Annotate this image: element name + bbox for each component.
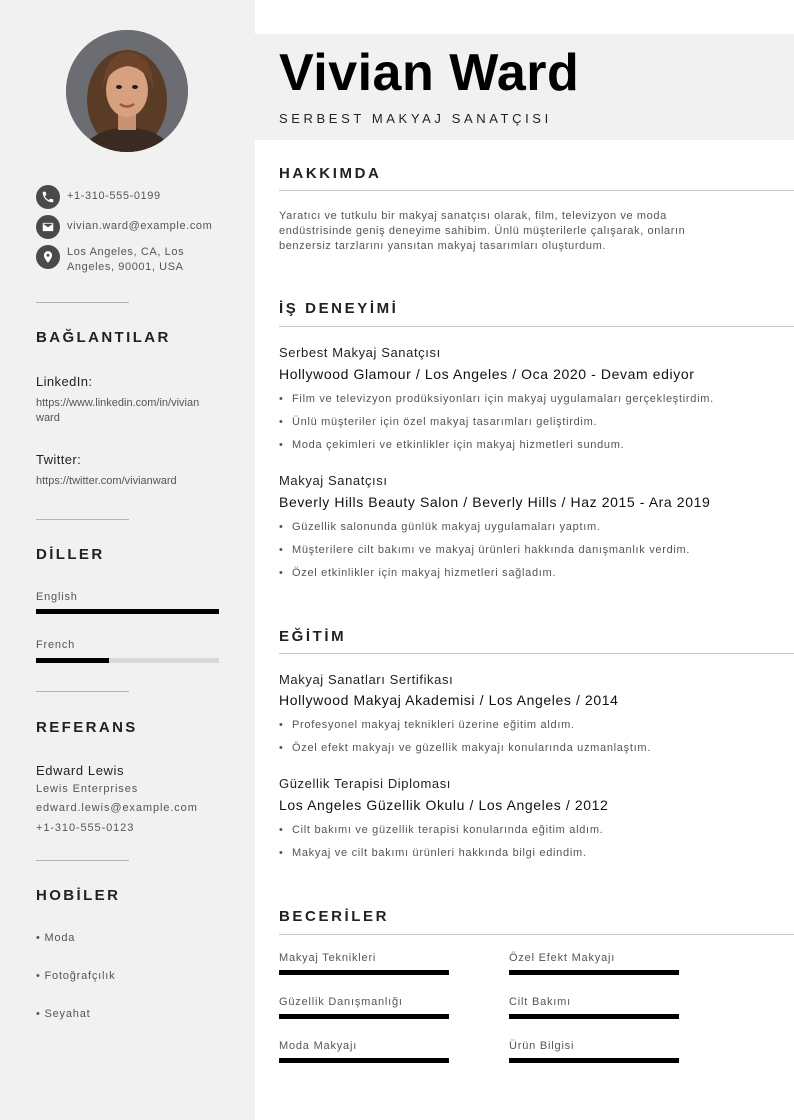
job-title: Makyaj Sanatçısı (279, 473, 388, 488)
job-bullet: • Müşterilere cilt bakımı ve makyaj ürünleri hakkında danışmanlık verdim. (279, 544, 691, 556)
about-heading: HAKKIMDA (279, 165, 382, 182)
hobby-item: • Seyahat (36, 1008, 91, 1020)
address-line-1: Los Angeles, CA, Los (67, 246, 185, 258)
language-name: English (36, 591, 78, 603)
email-address: vivian.ward@example.com (67, 220, 213, 232)
skill-name: Makyaj Teknikleri (279, 952, 377, 964)
bullet-text: Özel etkinlikler için makyaj hizmetleri sağladım. (292, 567, 557, 579)
reference-email[interactable]: edward.lewis@example.com (36, 802, 198, 814)
language-level-bar (36, 609, 219, 614)
bullet-text: Profesyonel makyaj teknikleri üzerine eğitim aldım. (292, 719, 575, 731)
job-subtitle: Hollywood Glamour / Los Angeles / Oca 2020 - Devam ediyor (279, 366, 695, 382)
location-pin-icon (36, 245, 60, 269)
section-rule (279, 934, 794, 935)
linkedin-url[interactable] (36, 396, 226, 426)
sidebar-divider (36, 860, 129, 861)
skill-level-bar (279, 1014, 449, 1019)
about-line: Yaratıcı ve tutkulu bir makyaj sanatçısı olarak, film, televizyon ve moda (279, 210, 667, 222)
linkedin-url-line-1[interactable]: https://www.linkedin.com/in/vivian (36, 397, 200, 409)
section-rule (279, 326, 794, 327)
bullet-text: Makyaj ve cilt bakımı ürünleri hakkında bilgi edindim. (292, 847, 587, 859)
job-subtitle: Beverly Hills Beauty Salon / Beverly Hills / Haz 2015 - Ara 2019 (279, 494, 711, 510)
hobby-item: • Fotoğrafçılık (36, 970, 116, 982)
contact-phone (36, 185, 236, 209)
phone-icon (36, 185, 60, 209)
envelope-icon (36, 215, 60, 239)
about-line: benzersiz tarzlarını yansıtan makyaj tasarımları oluşturdum. (279, 240, 606, 252)
skill-level-bar (509, 1014, 679, 1019)
skill-level-bar (279, 1058, 449, 1063)
job-title: Serbest Makyaj Sanatçısı (279, 345, 441, 360)
education-bullet: • Özel efekt makyajı ve güzellik makyajı konularında uzmanlaştım. (279, 742, 651, 754)
sidebar-divider (36, 302, 129, 303)
education-subtitle: Los Angeles Güzellik Okulu / Los Angeles / 2012 (279, 797, 609, 813)
education-title: Makyaj Sanatları Sertifikası (279, 672, 454, 687)
education-heading: EĞİTİM (279, 628, 347, 645)
twitter-label: Twitter: (36, 452, 82, 467)
contact-address (36, 245, 236, 275)
person-role: SERBEST MAKYAJ SANATÇISI (279, 111, 552, 126)
education-bullet: • Makyaj ve cilt bakımı ürünleri hakkında bilgi edindim. (279, 847, 587, 859)
address-line-2: Angeles, 90001, USA (67, 261, 184, 273)
linkedin-label: LinkedIn: (36, 374, 93, 389)
hobbies-heading: HOBİLER (36, 887, 121, 904)
contact-email (36, 215, 236, 239)
bullet-text: Müşterilere cilt bakımı ve makyaj ürünleri hakkında danışmanlık verdim. (292, 544, 691, 556)
language-level-bar (36, 658, 219, 663)
bullet-text: Ünlü müşteriler için özel makyaj tasarımları geliştirdim. (292, 416, 598, 428)
job-bullet: • Özel etkinlikler için makyaj hizmetleri sağladım. (279, 567, 557, 579)
bullet-text: Cilt bakımı ve güzellik terapisi konularında eğitim aldım. (292, 824, 604, 836)
education-bullet: • Profesyonel makyaj teknikleri üzerine eğitim aldım. (279, 719, 575, 731)
skill-level-bar (279, 970, 449, 975)
job-bullet: • Güzellik salonunda günlük makyaj uygulamaları yaptım. (279, 521, 601, 533)
bullet-text: Özel efekt makyajı ve güzellik makyajı konularında uzmanlaştım. (292, 742, 651, 754)
reference-heading: REFERANS (36, 719, 138, 736)
about-line: endüstrisinde geniş deneyime sahibim. Ünlü müşterilerle çalışarak, onların (279, 225, 686, 237)
skill-name: Güzellik Danışmanlığı (279, 996, 403, 1008)
job-bullet: • Moda çekimleri ve etkinlikler için makyaj hizmetleri sundum. (279, 439, 625, 451)
section-rule (279, 190, 794, 191)
language-level-fill (36, 609, 219, 614)
skill-name: Moda Makyajı (279, 1040, 358, 1052)
hobby-item: • Moda (36, 932, 76, 944)
language-level-fill (36, 658, 109, 663)
education-title: Güzellik Terapisi Diploması (279, 776, 452, 791)
skill-name: Özel Efekt Makyajı (509, 952, 616, 964)
reference-name: Edward Lewis (36, 763, 125, 778)
sidebar-divider (36, 519, 129, 520)
experience-heading: İŞ DENEYİMİ (279, 300, 399, 317)
person-name: Vivian Ward (279, 44, 580, 102)
phone-number: +1-310-555-0199 (67, 190, 161, 202)
education-subtitle: Hollywood Makyaj Akademisi / Los Angeles / 2014 (279, 692, 619, 708)
reference-phone: +1-310-555-0123 (36, 822, 135, 834)
skill-name: Ürün Bilgisi (509, 1040, 575, 1052)
reference-company: Lewis Enterprises (36, 783, 139, 795)
links-heading: BAĞLANTILAR (36, 329, 171, 346)
languages-heading: DİLLER (36, 546, 105, 563)
linkedin-url-line-2[interactable]: ward (36, 412, 60, 424)
bullet-text: Moda çekimleri ve etkinlikler için makyaj hizmetleri sundum. (292, 439, 625, 451)
education-bullet: • Cilt bakımı ve güzellik terapisi konularında eğitim aldım. (279, 824, 604, 836)
about-text (279, 209, 749, 254)
profile-photo (66, 30, 188, 152)
skill-name: Cilt Bakımı (509, 996, 571, 1008)
language-name: French (36, 639, 76, 651)
bullet-text: Film ve televizyon prodüksiyonları için makyaj uygulamaları gerçekleştirdim. (292, 393, 714, 405)
skill-level-bar (509, 970, 679, 975)
section-rule (279, 653, 794, 654)
profile-photo-image (66, 30, 188, 152)
sidebar-divider (36, 691, 129, 692)
skill-level-bar (509, 1058, 679, 1063)
twitter-url[interactable]: https://twitter.com/vivianward (36, 475, 177, 487)
job-bullet: • Ünlü müşteriler için özel makyaj tasarımları geliştirdim. (279, 416, 598, 428)
skills-heading: BECERİLER (279, 908, 390, 925)
address (67, 245, 184, 275)
job-bullet: • Film ve televizyon prodüksiyonları için makyaj uygulamaları gerçekleştirdim. (279, 393, 714, 405)
bullet-text: Güzellik salonunda günlük makyaj uygulamaları yaptım. (292, 521, 601, 533)
